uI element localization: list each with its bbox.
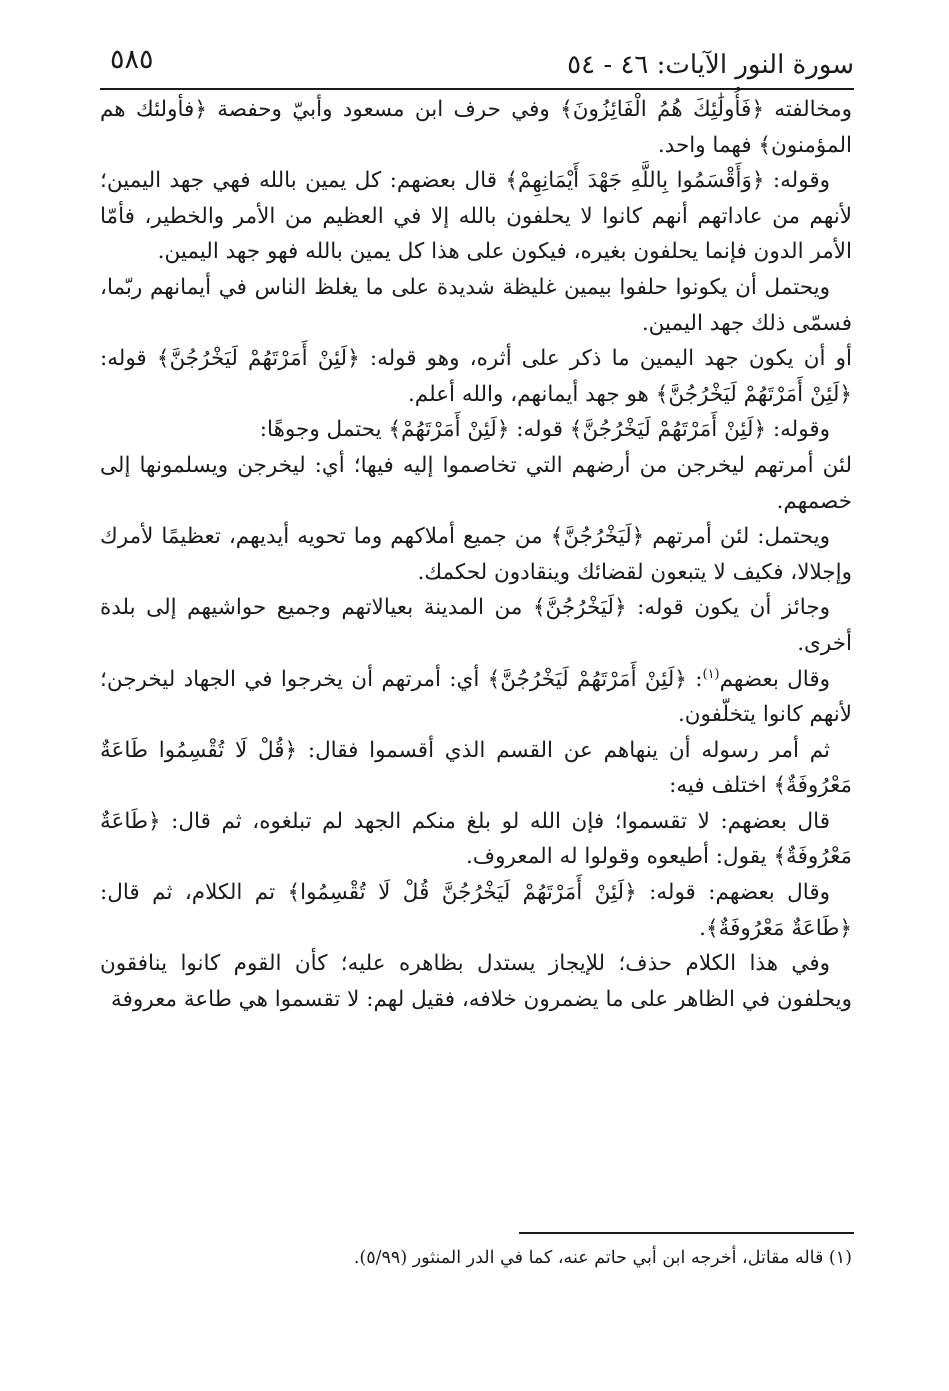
- header-rule: [100, 88, 854, 90]
- page-header: [110, 44, 854, 84]
- paragraph: ويحتمل أن يكونوا حلفوا بيمين غليظة شديدة على ما يغلظ الناس في أيمانهم ربّما، فسمّى ذلك جهد اليمين.: [100, 274, 852, 336]
- paragraph: قال بعضهم: لا تقسموا؛ فإن الله لو بلغ منكم الجهد لم تبلغوه، ثم قال: ﴿طَاعَةٌ مَعْرُوفَةٌ﴾ يقول: أطيعوه وقولوا له المعروف.: [100, 808, 852, 870]
- paragraph: أو أن يكون جهد اليمين ما ذكر على أثره، وهو قوله: ﴿لَئِنْ أَمَرْتَهُمْ لَيَخْرُجُنَّ﴾ قوله: ﴿لَئِنْ أَمَرْتَهُمْ لَيَخْرُجُنَّ﴾ هو جهد أيمانهم، والله أعلم.: [100, 346, 852, 407]
- paragraph-text: : ﴿لَئِنْ أَمَرْتَهُمْ لَيَخْرُجُنَّ﴾ أي: أمرتهم أن يخرجوا في الجهاد ليخرجن؛ لأنهم كانوا يتخلّفون.: [100, 666, 852, 728]
- paragraph: وقوله: ﴿وَأَقْسَمُوا بِاللَّهِ جَهْدَ أَيْمَانِهِمْ﴾ قال بعضهم: كل يمين بالله فهي جهد اليمين؛ لأنهم من عاداتهم أنهم كانوا لا يحلفون بالله إلا في العظيم من الأمر والخطير، فأمّا الأمر الدون فإنما يحلفون بغيره، فيكون على هذا كل يمين بالله فهو جهد اليمين.: [100, 168, 852, 265]
- paragraph: وجائز أن يكون قوله: ﴿لَيَخْرُجُنَّ﴾ من المدينة بعيالاتهم وجميع حواشيهم إلى بلدة أخرى.: [100, 595, 852, 656]
- running-title: سورة النور الآيات: ٤٦ - ٥٤: [567, 50, 854, 80]
- paragraph: لئن أمرتهم ليخرجن من أرضهم التي تخاصموا إليه فيها؛ أي: ليخرجن ويسلمونها إلى خصمهم.: [100, 452, 852, 514]
- paragraph: ثم أمر رسوله أن ينهاهم عن القسم الذي أقسموا فقال: ﴿قُلْ لَا تُقْسِمُوا طَاعَةٌ مَعْرُوفَةٌ﴾ اختلف فيه:: [100, 737, 852, 799]
- footnote-reference[interactable]: (١): [702, 666, 720, 682]
- paragraph: ويحتمل: لئن أمرتهم ﴿لَيَخْرُجُنَّ﴾ من جميع أملاكهم وما تحويه أيديهم، تعظيمًا لأمرك وإجلالا، فكيف لا يتبعون لقضائك وينقادون لحكمك.: [100, 524, 852, 585]
- page-number: ٥٨٥: [110, 44, 154, 75]
- body-text: [100, 92, 852, 1017]
- paragraph: وقوله: ﴿لَئِنْ أَمَرْتَهُمْ لَيَخْرُجُنَّ﴾ قوله: ﴿لَئِنْ أَمَرْتَهُمْ﴾ يحتمل وجوهًا:: [259, 417, 830, 443]
- paragraph: وقال بعضهم: قوله: ﴿لَئِنْ أَمَرْتَهُمْ لَيَخْرُجُنَّ قُلْ لَا تُقْسِمُوا﴾ تم الكلام، ثم قال: ﴿طَاعَةٌ مَعْرُوفَةٌ﴾.: [100, 880, 852, 941]
- paragraph-text: وقال بعضهم: [719, 666, 831, 692]
- footnote: (١) قاله مقاتل، أخرجه ابن أبي حاتم عنه، كما في الدر المنثور (٥/٩٩).: [353, 1248, 852, 1268]
- footnote-rule: [519, 1232, 854, 1234]
- paragraph: ومخالفته ﴿فَأُولَٰئِكَ هُمُ الْفَائِزُونَ﴾ وفي حرف ابن مسعود وأبيّ وحفصة ﴿فأولئك هم المؤمنون﴾ فهما واحد.: [100, 97, 852, 158]
- paragraph: وفي هذا الكلام حذف؛ للإيجاز يستدل بظاهره عليه؛ كأن القوم كانوا ينافقون ويحلفون في الظاهر على ما يضمرون خلافه، فقيل لهم: لا تقسموا هي طاعة معروفة: [100, 951, 852, 1012]
- paragraph: [100, 662, 852, 733]
